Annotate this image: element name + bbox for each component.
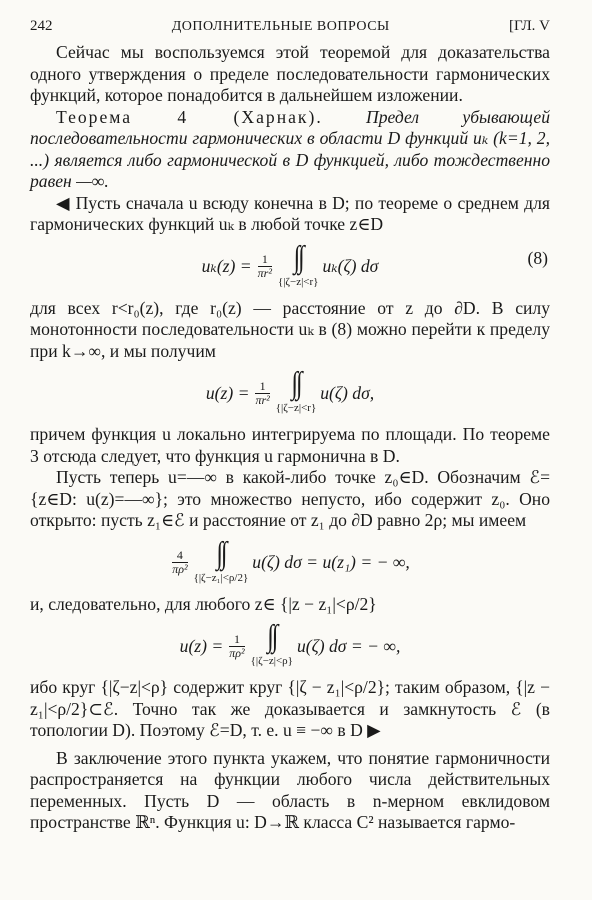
fraction-numerator: 1 [261,252,268,266]
page-number: 242 [30,18,53,34]
formula-limit-integrand: u(ζ) dσ, [320,382,375,403]
double-integral [193,536,249,584]
chapter-label: [ГЛ. V [508,18,550,34]
integral-sign-icon: ∫∫ [267,620,277,654]
page [30,18,550,834]
integral-domain: {|ζ−z₁|<ρ/2} [193,571,249,584]
integral-domain: {|ζ−z|<r} [275,402,317,414]
paragraph-for-any-z: и, следовательно, для любого z∈ {|z − z₁|<ρ/2} [30,593,377,614]
fraction-numerator: 1 [259,378,266,393]
formula-limit-lhs: u(z) = [205,382,250,403]
formula-limit-fraction [255,380,269,407]
formula-8-lhs: uₖ(z) = [201,256,252,276]
formula-limit [30,362,550,424]
paragraph-intro: Сейчас мы воспользуемся этой теоремой для доказательства одного утверждения о пределе последовательности гармонических функций, которое понадобится в дальнейшем изложении. [30,42,550,105]
paragraph-monotonicity: для всех r<r₀(z), где r₀(z) — расстояние от z до ∂D. В силу монотонности последовательности uₖ в (8) можно перейти к пределу при k→∞, и мы получим [30,297,550,361]
fraction-denominator: πρ² [229,645,245,660]
formula-8-integrand: uₖ(ζ) dσ [322,256,379,276]
section-title: ДОПОЛНИТЕЛЬНЫЕ ВОПРОСЫ [171,19,390,34]
equation-number: (8) [527,247,548,268]
integral-sign-icon: ∫∫ [293,240,303,275]
fraction-denominator: πr² [255,392,270,407]
formula-z1-integrand: u(ζ) dσ = u(z₁) = − ∞, [252,552,410,572]
fraction-denominator: πr² [257,266,272,280]
formula-z1 [30,532,550,594]
double-integral [277,240,319,288]
formula-rho-fraction [229,633,244,660]
paragraph-minus-infinity: Пусть теперь u=—∞ в какой-либо точке z₀∈D. Обозначим ℰ={z∈D: u(z)=—∞}; это множество непусто, ибо содержит z₀. Оно открыто: пусть z₁∈ℰ и расстояние от z₁ до ∂D равно 2ρ; мы имеем [30,467,550,530]
formula-8-fraction [258,253,272,280]
formula-z1-fraction [172,549,187,576]
fraction-denominator: πρ² [172,562,188,576]
integral-sign-icon: ∫∫ [291,367,301,401]
fraction-numerator: 1 [233,631,240,646]
theorem-label: Теорема 4 (Харнак). [56,106,323,127]
paragraph-proof-start: ◀ Пусть сначала u всюду конечна в D; по теореме о среднем для гармонических функций uₖ в любой точке z∈D [30,192,550,234]
integral-domain: {|ζ−z|<r} [277,275,319,288]
paragraph-harmonic-conclusion: причем функция u локально интегрируема по площади. По теореме 3 отсюда следует, что функция u гармонична в D. [30,424,550,466]
formula-rho-lhs: u(z) = [179,635,224,656]
fraction-numerator: 4 [176,548,183,562]
page-header [30,18,550,42]
formula-8 [30,236,550,298]
integral-domain: {|ζ−z|<ρ} [250,655,293,667]
theorem-statement: Предел убывающей последовательности гармонических в области D функций uₖ (k=1, 2, ...) является либо гармонической в D функцией, либо тождественно равен —∞. [30,106,551,191]
double-integral [275,367,317,414]
paragraph-closedness: ибо круг {|ζ−z|<ρ} содержит круг {|ζ − z₁|<ρ/2}; таким образом, {|z − z₁|<ρ/2}⊂ℰ. Точно так же доказывается и замкнутость ℰ (в топологии D). Поэтому ℰ=D, т. е. u ≡ −∞ в D ▶ [30,677,550,740]
formula-rho [30,615,550,677]
paragraph-conclusion: В заключение этого пункта укажем, что понятие гармоничности распространяется на функции любого числа действительных переменных. Пусть D — область в n-мерном евклидовом пространстве ℝⁿ. Функция u: D→ℝ класса C² называется гармо- [30,747,550,832]
theorem-4 [30,107,550,193]
double-integral [250,620,293,667]
formula-rho-integrand: u(ζ) dσ = − ∞, [296,635,401,656]
integral-sign-icon: ∫∫ [216,536,226,571]
